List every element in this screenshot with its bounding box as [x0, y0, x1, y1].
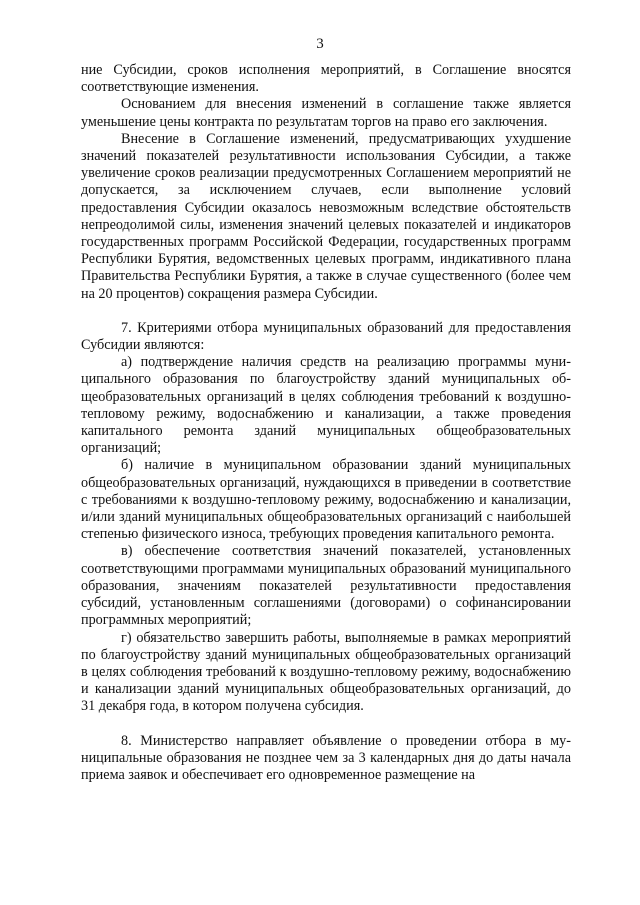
paragraph-criterion-d: г) обязательство завершить работы, выполняемые в рамках мероприятий по благоустройству зданий муниципальных общеобразовательных организаций в целях соблюдения требований к воздушно-тепловому режиму, водоснабжению и канализации зданий муниципальных общеобразовательных организаций, до 31 декабря года, в котором получена субсидия. — [81, 629, 571, 715]
page-number: 3 — [316, 36, 324, 52]
paragraph-continuation: ние Субсидии, сроков исполнения мероприятий, в Соглашение вносятся соответствующие изменения. — [81, 62, 571, 96]
paragraph-criterion-a: а) подтверждение наличия средств на реализацию программы муниципального образования по благоустройству зданий муниципальных общеобразовательных организаций в целях соблюдения требований к воздушно-тепловому режиму, водоснабжению и канализации, а также проведения капитального ремонта зданий муниципальных общеобразовательных организаций; — [81, 354, 571, 457]
document-body — [81, 62, 571, 784]
paragraph-item-7: 7. Критериями отбора муниципальных образований для предоставления Субсидии являются: — [81, 319, 571, 354]
paragraph-criterion-b: б) наличие в муниципальном образовании зданий муниципальных общеобразовательных организаций, нуждающихся в приведении в соответствие с требованиями к воздушно-тепловому режиму, водоснабжению и канализации, и/или зданий муниципальных общеобразовательных организаций с наибольшей степенью физического износа, требующих проведения капитального ремонта. — [81, 457, 571, 543]
paragraph-amendment-restrictions: Внесение в Соглашение изменений, предусматривающих ухудшение значений показателей результативности использования Субсидии, а также увеличение сроков реализации предусмотренных Соглашением мероприятий не допускается, за исключением случаев, если выполнение условий предоставления Субсидии оказалось невозможным вследствие обстоятельств непреодолимой силы, изменения значений целевых показателей и индикаторов государственных программ Российской Федерации, государственных программ Республики Бурятия, ведомственных целевых программ, индикативного плана Правительства Республики Бурятия, а также в случае существенного (более чем на 20 процентов) сокращения размера Субсидии. — [81, 130, 571, 302]
paragraph-criterion-c: в) обеспечение соответствия значений показателей, установленных соответствующими программами муниципальных образований муниципального образования, значениям показателей результативности предоставления субсидий, установленным соглашениями (договорами) о софинансировании программных мероприятий; — [81, 543, 571, 629]
paragraph-amendment-basis: Основанием для внесения изменений в соглашение также является уменьшение цены контракта по результатам торгов на право его заключения. — [81, 96, 571, 130]
paragraph-item-8: 8. Министерство направляет объявление о проведении отбора в муниципальные образования не позднее чем за 3 календарных дня до даты начала приема заявок и обеспечивает его одновременное размещение на — [81, 732, 571, 783]
